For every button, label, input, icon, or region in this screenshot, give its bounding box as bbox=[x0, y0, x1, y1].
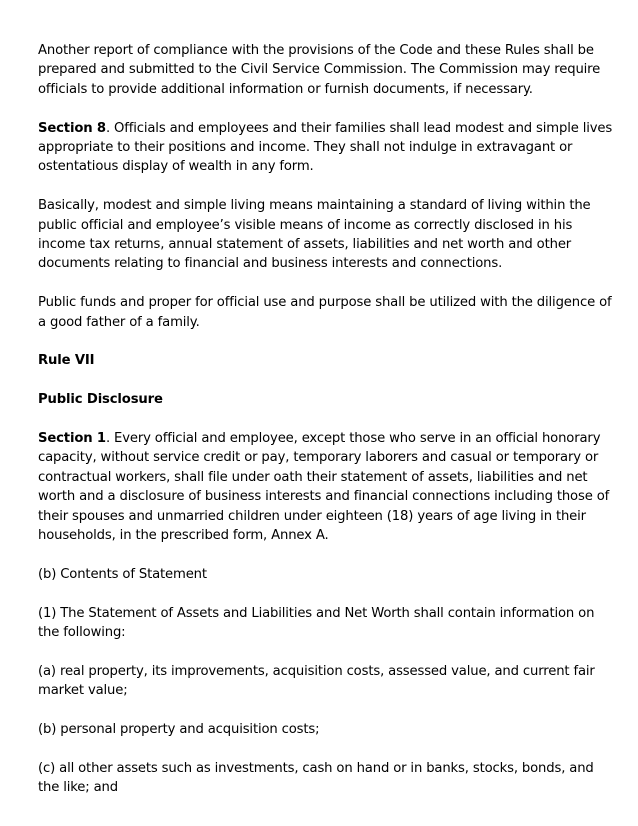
rule-heading: Rule VII bbox=[38, 353, 95, 369]
section-8-paragraph bbox=[38, 119, 616, 177]
contents-heading: (b) Contents of Statement bbox=[38, 566, 207, 582]
paragraph-modest-living: Basically, modest and simple living means maintaining a standard of living within the public official and employee’s visible means of income as correctly disclosed in his income tax returns, annual statement of assets, liabilities and net worth and other documents relating to financial and business interests and connections. bbox=[38, 198, 591, 272]
section-8-text: . Officials and employees and their families shall lead modest and simple lives appropriate to their positions and income. They shall not indulge in extravagant or ostentatious display of wealth in any form. bbox=[38, 120, 613, 175]
paragraph-compliance-report: Another report of compliance with the provisions of the Code and these Rules shall be prepared and submitted to the Civil Service Commission. The Commission may require officials to provide additional information or furnish documents, if necessary. bbox=[38, 43, 601, 97]
document-page bbox=[38, 41, 616, 817]
paragraph-public-funds: Public funds and proper for official use and purpose shall be utilized with the diligence of a good father of a family. bbox=[38, 295, 612, 330]
section-1-text: . Every official and employee, except those who serve in an official honorary capacity, without service credit or pay, temporary laborers and casual or temporary or contractual workers, shall file under oath their statement of assets, liabilities and net worth and a disclosure of business interests and financial connections including those of their spouses and unmarried children under eighteen (18) years of age living in their households, in the prescribed form, Annex A. bbox=[38, 431, 610, 544]
list-item-b: (b) personal property and acquisition costs; bbox=[38, 722, 320, 738]
list-item-c: (c) all other assets such as investments, cash on hand or in banks, stocks, bonds, and the like; and bbox=[38, 760, 594, 796]
section-1-label: Section 1 bbox=[38, 431, 106, 447]
section-1-paragraph bbox=[38, 429, 616, 545]
rule-title: Public Disclosure bbox=[38, 392, 163, 408]
list-item-1: (1) The Statement of Assets and Liabilities and Net Worth shall contain information on the following: bbox=[38, 605, 595, 641]
list-item-a: (a) real property, its improvements, acquisition costs, assessed value, and current fair market value; bbox=[38, 663, 595, 699]
section-8-label: Section 8 bbox=[38, 120, 106, 136]
